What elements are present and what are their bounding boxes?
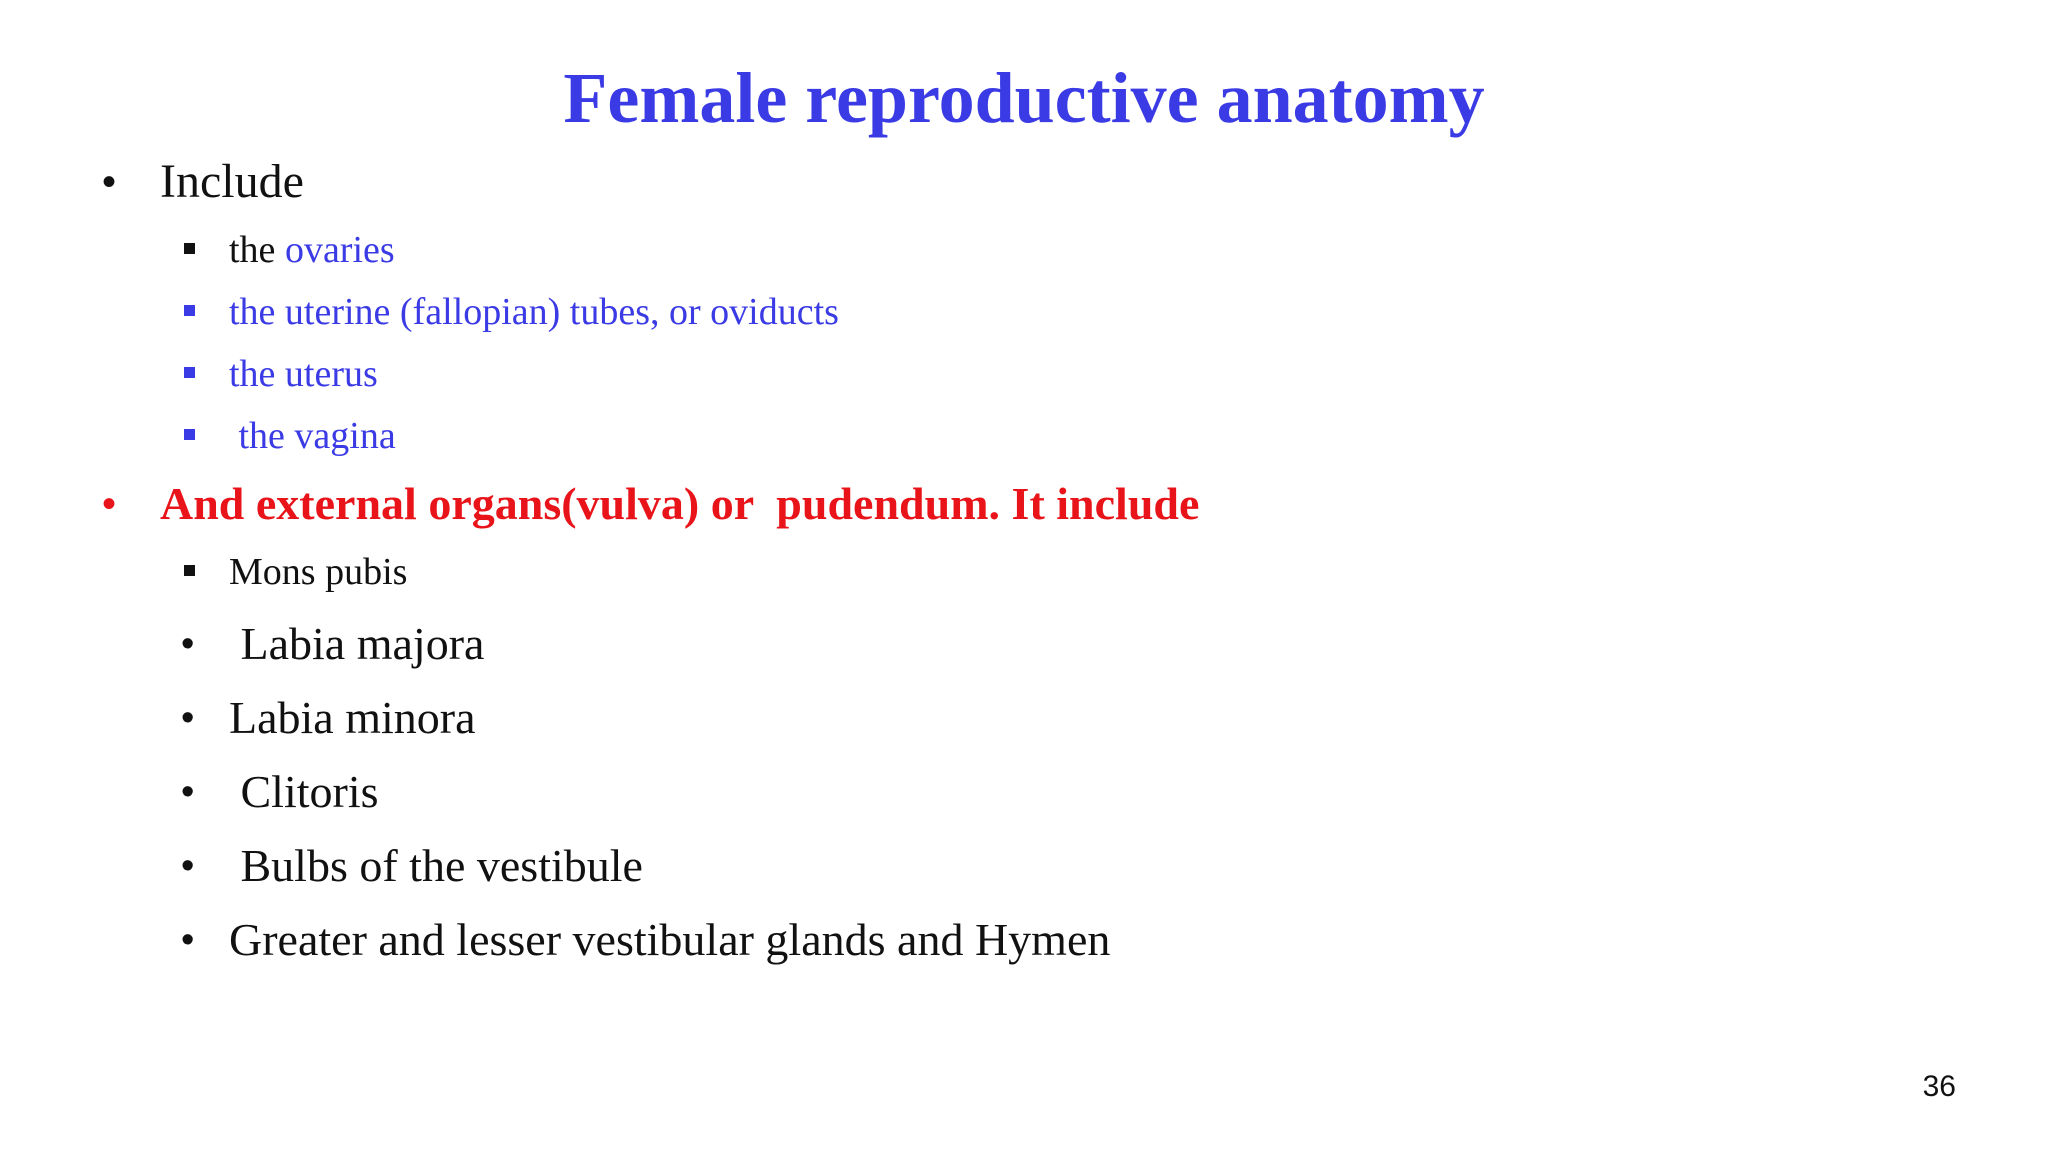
list-item-labia-minora — [181, 688, 476, 748]
bullet-external-organs — [102, 474, 1200, 534]
bullet-dot-icon: • — [181, 845, 195, 887]
include-label: Include — [160, 155, 304, 208]
list-item-text: the vagina — [229, 415, 396, 457]
list-item-uterus — [229, 349, 378, 399]
square-bullet-icon — [184, 565, 195, 576]
list-item-text: Labia minora — [229, 692, 476, 743]
bullet-dot-icon: • — [181, 697, 195, 739]
list-item-clitoris — [181, 762, 379, 822]
list-item-text: the uterine (fallopian) tubes, or oviducts — [229, 291, 839, 333]
list-item-text: Bulbs of the vestibule — [229, 840, 643, 891]
bullet-dot-icon: • — [102, 160, 117, 204]
list-item-vagina — [229, 411, 396, 461]
list-item-text: Clitoris — [229, 766, 379, 817]
list-item-vestibular-glands — [181, 910, 1111, 970]
list-item-bulbs-vestibule — [181, 836, 643, 896]
list-item-text: Labia majora — [229, 618, 485, 669]
square-bullet-icon — [184, 367, 195, 378]
list-item-text: Mons pubis — [229, 551, 408, 593]
list-item-text: Greater and lesser vestibular glands and Hymen — [229, 914, 1111, 965]
list-item-ovaries — [229, 225, 395, 275]
bullet-dot-icon: • — [181, 771, 195, 813]
bullet-dot-icon: • — [181, 623, 195, 665]
list-item-highlight: ovaries — [284, 229, 395, 271]
slide-title: Female reproductive anatomy — [563, 58, 1485, 138]
square-bullet-icon — [184, 243, 195, 254]
external-organs-label: And external organs(vulva) or pudendum. It include — [160, 478, 1200, 529]
list-item-uterine-tubes — [229, 287, 839, 337]
square-bullet-icon — [184, 429, 195, 440]
page-number: 36 — [1922, 1070, 1956, 1103]
bullet-dot-icon: • — [181, 919, 195, 961]
list-item-text: the uterus — [229, 353, 378, 395]
list-item-labia-majora — [181, 614, 485, 674]
square-bullet-icon — [184, 305, 195, 316]
bullet-dot-icon: • — [102, 482, 117, 526]
list-item-prefix: the — [229, 229, 285, 271]
bullet-include — [102, 152, 304, 212]
list-item-mons-pubis — [229, 547, 407, 597]
